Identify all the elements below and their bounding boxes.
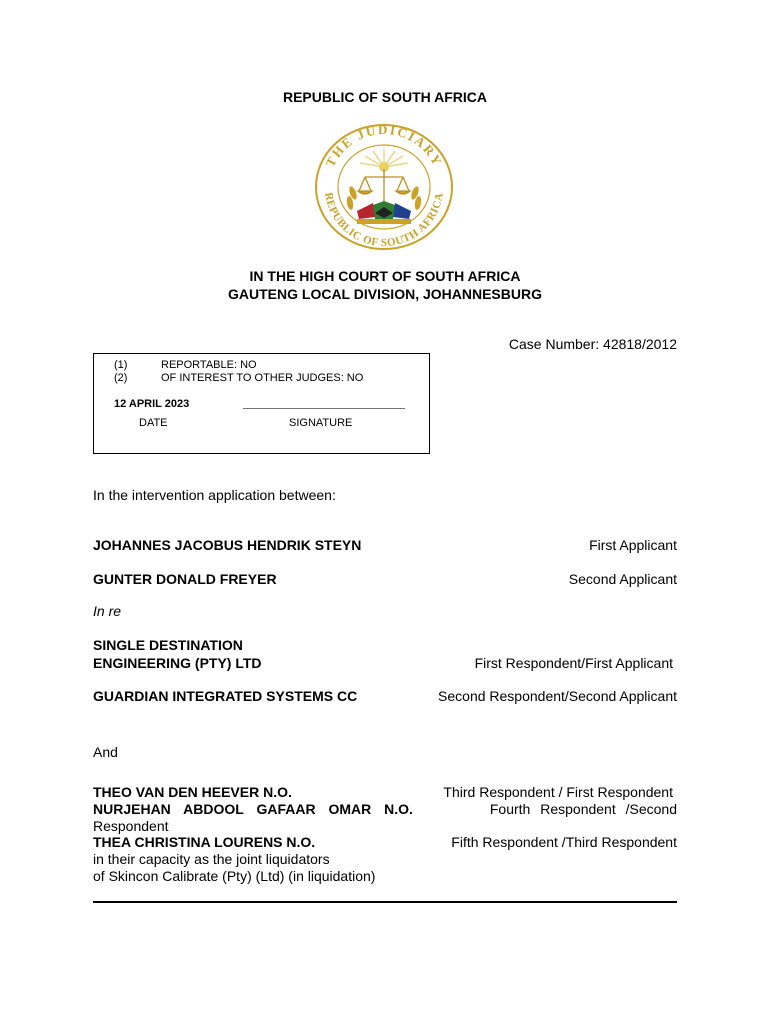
capacity-line-2: of Skincon Calibrate (Pty) (Ltd) (in liquidation) <box>93 868 376 884</box>
party-3-name-line-1: SINGLE DESTINATION <box>93 637 243 653</box>
party-3-name-line-2: ENGINEERING (PTY) LTD <box>93 655 262 671</box>
case-number: Case Number: 42818/2012 <box>508 336 677 352</box>
signature-line <box>243 408 405 409</box>
country-heading: REPUBLIC OF SOUTH AFRICA <box>282 89 488 105</box>
seal-red-panel <box>357 203 375 219</box>
signature-label: SIGNATURE <box>289 417 353 429</box>
capacity-line-1: in their capacity as the joint liquidators <box>93 851 330 867</box>
seal-blue-panel <box>393 203 411 219</box>
court-division: GAUTENG LOCAL DIVISION, JOHANNESBURG <box>228 286 542 302</box>
intro-text: In the intervention application between: <box>93 487 336 503</box>
judgment-date: 12 APRIL 2023 <box>114 398 190 410</box>
party-6-role: Fourth Respondent /Second <box>489 801 677 817</box>
party-6-name: NURJEHAN ABDOOL GAFAAR OMAR N.O. <box>93 801 413 817</box>
party-4-name: GUARDIAN INTEGRATED SYSTEMS CC <box>93 688 358 704</box>
reportable-item-1-number: (1) <box>114 359 128 371</box>
in-re-label: In re <box>93 603 122 619</box>
seal-bottom-text: REPUBLIC OF SOUTH AFRICA <box>322 191 446 250</box>
party-6-role-continued: Respondent <box>93 818 169 834</box>
reportable-item-1-text: REPORTABLE: NO <box>161 359 257 371</box>
date-label: DATE <box>139 417 168 429</box>
party-1-name: JOHANNES JACOBUS HENDRIK STEYN <box>93 537 362 553</box>
party-1-role: First Applicant <box>589 537 677 553</box>
open-book-icon <box>357 219 411 224</box>
party-5-role: Third Respondent / First Respondent <box>443 784 673 800</box>
party-7-name: THEA CHRISTINA LOURENS N.O. <box>93 834 316 850</box>
party-3-role: First Respondent/First Applicant <box>474 655 673 671</box>
party-4-role: Second Respondent/Second Applicant <box>438 688 677 704</box>
and-label: And <box>93 744 118 760</box>
court-name: IN THE HIGH COURT OF SOUTH AFRICA <box>249 268 521 284</box>
reportable-item-2-text: OF INTEREST TO OTHER JUDGES: NO <box>161 372 364 384</box>
seal-top-text: THE JUDICIARY <box>322 123 446 170</box>
horizontal-rule <box>93 901 677 903</box>
judiciary-seal <box>313 123 455 253</box>
reportable-item-2-number: (2) <box>114 372 128 384</box>
party-2-role: Second Applicant <box>568 571 677 587</box>
scales-of-justice-icon <box>358 169 410 205</box>
party-2-name: GUNTER DONALD FREYER <box>93 571 277 587</box>
party-7-role: Fifth Respondent /Third Respondent <box>451 834 677 850</box>
party-5-name: THEO VAN DEN HEEVER N.O. <box>93 784 292 800</box>
